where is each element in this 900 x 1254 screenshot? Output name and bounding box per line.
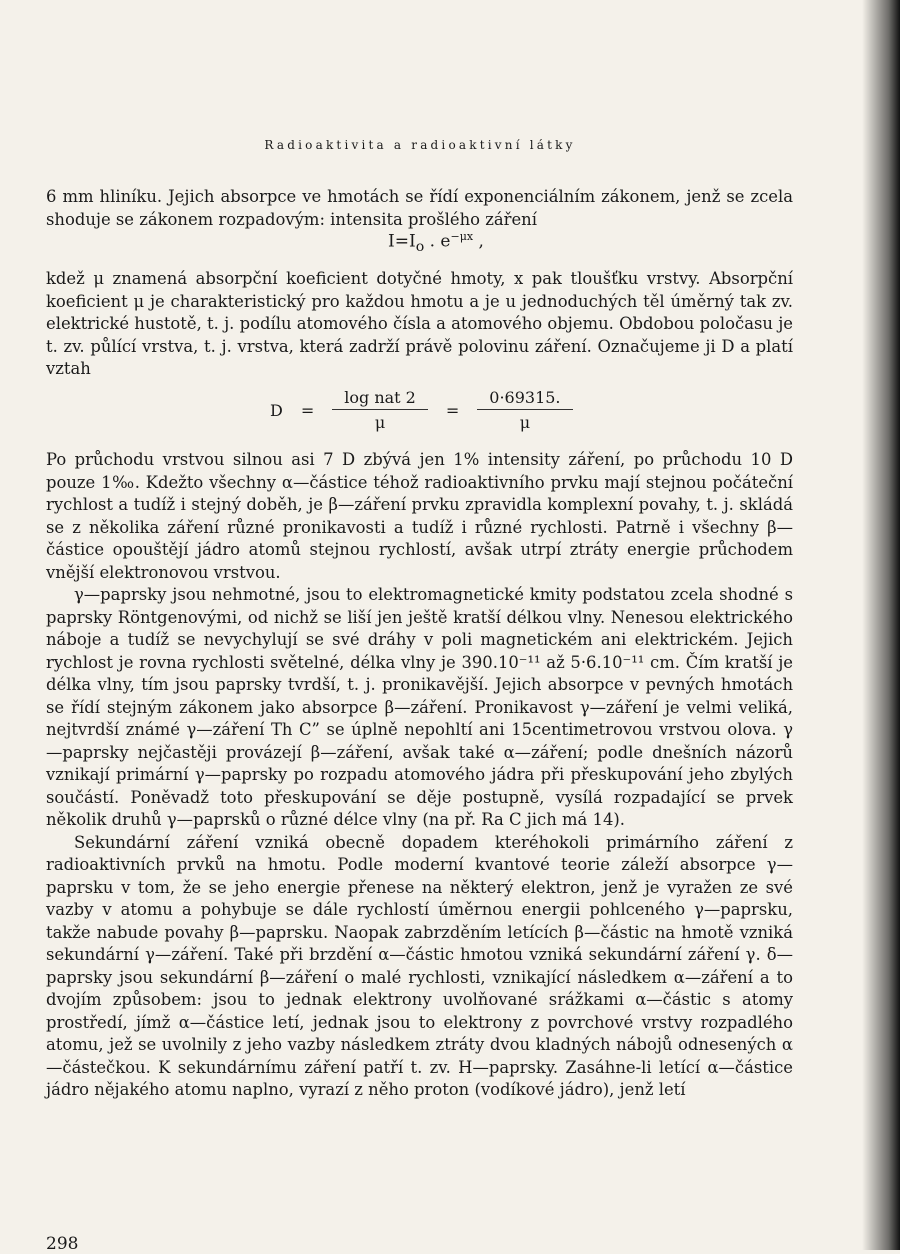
- running-header: Radioaktivita a radioaktivní látky: [264, 138, 576, 152]
- paragraph-3: Po průchodu vrstvou silnou asi 7 D zbývá jen 1% intensity záření, po průchodu 10 D pouze 1‰. Kdežto všechny α—částice téhož radioaktivního prvku mají stejnou počáteční rychlost a tudíž i stejný doběh, je β—záření prvku zpravidla komplexní povahy, t. j. skládá se z několika záření různé pronikavosti a tudíž i různé rychlosti. Patrně i všechny β—částice opouštějí jádro atomů stejnou rychlostí, avšak utrpí ztráty energie průchodem vnější elektronovou vrstvou.: [46, 450, 793, 582]
- body-text: [46, 449, 793, 1102]
- paragraph-intro: [46, 186, 793, 231]
- page-edge-shadow: [862, 0, 900, 1250]
- paragraph-2: kdež μ znamená absorpční koeficient dotyčné hmoty, x pak tloušťku vrstvy. Absorpční koeficient μ je charakteristický pro každou hmotu a je u jednoduchých těl úměrný tak zv. elektrické hustotě, t. j. podílu atomového čísla a atomového objemu. Obdobou poločasu je t. zv. půlící vrstva, t. j. vrstva, která zadrží právě polovinu záření. Označujeme ji D a platí vztah: [46, 269, 793, 378]
- fraction-log: $\frac{\text{log nat 2}}{\mu}$: [332, 388, 428, 432]
- equation-intensity: $I=I_o$ . $e^{-\mu x}$ ,: [388, 230, 484, 256]
- paragraph-1: 6 mm hliníku. Jejich absorpce ve hmotách se řídí exponenciálním zákonem, jenž se zcela shoduje se zákonem rozpadovým: intensita prošlého záření: [46, 187, 793, 229]
- paragraph-absorption: [46, 268, 793, 381]
- paragraph-4: γ—paprsky jsou nehmotné, jsou to elektromagnetické kmity podstatou zcela shodné s paprsky Röntgenovými, od nichž se liší jen ještě kratší délkou vlny. Nenesou elektrického náboje a tudíž se nevychylují se své dráhy v poli magnetickém ani elektrickém. Jejich rychlost je rovna rychlosti světelné, délka vlny je 390.10⁻¹¹ až 5·6.10⁻¹¹ cm. Čím kratší je délka vlny, tím jsou paprsky tvrdší, t. j. pronikavější. Jejich absorpce v pevných hmotách se řídí stejným zákonem jako absorpce β—záření. Pronikavost γ—záření je velmi veliká, nejtvrdší známé γ—záření Th C” se úplně nepohltí ani 15centimetrovou vrstvou olova. γ—paprsky nejčastěji provázejí β—záření, avšak také α—záření; podle dnešních názorů vznikají primární γ—paprsky po rozpadu atomového jádra při přeskupování jeho zbylých součástí. Poněvadž toto přeskupování se děje postupně, vysílá rozpadající se prvek několik druhů γ—paprsků o různé délce vlny (na př. Ra C jich má 14).: [46, 585, 793, 829]
- equation-half-layer: D = $\frac{\text{log nat 2}}{\mu}$ = $\frac{0\cdot 69315.}{\mu}$: [270, 388, 573, 432]
- fraction-value: $\frac{0\cdot 69315.}{\mu}$: [477, 388, 572, 432]
- paragraph-5: Sekundární záření vzniká obecně dopadem kteréhokoli primárního záření z radioaktivních prvků na hmotu. Podle moderní kvantové teorie záleží absorpce γ—paprsku v tom, že se jeho energie přenese na některý elektron, jenž je vyražen ze své vazby v atomu a pohybuje se dále rychlostí úměrnou energii pohlceného γ—paprsku, takže nabude povahy β—paprsku. Naopak zabrzděním letících β—částic na hmotě vzniká sekundární γ—záření. Také při brzdění α—částic hmotou vzniká sekundární záření γ. δ—paprsky jsou sekundární β—záření o malé rychlosti, vznikající následkem α—záření a to dvojím způsobem: jsou to jednak elektrony uvolňované srážkami α—částic s atomy prostředí, jímž α—částice letí, jednak jsou to elektrony z povrchové vrstvy rozpadlého atomu, jež se uvolnily z jeho vazby následkem ztráty dvou kladných nábojů odnesených α—částečkou. K sekundárnímu záření patří t. zv. H—paprsky. Zasáhne-li letící α—částice jádro nějakého atomu naplno, vyrazí z něho proton (vodíkové jádro), jenž letí: [46, 832, 793, 1099]
- page-number: 298: [46, 1234, 79, 1254]
